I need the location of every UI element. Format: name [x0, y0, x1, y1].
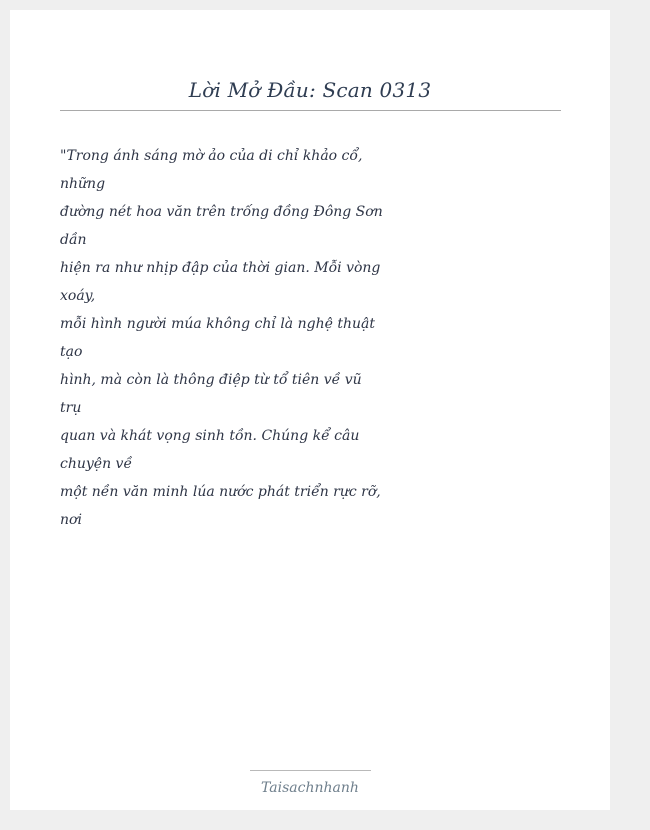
text-line: quan và khát vọng sinh tồn. Chúng kể câu [60, 428, 360, 444]
text-line: đường nét hoa văn trên trống đồng Đông Sơn [60, 204, 383, 220]
title-divider [60, 110, 561, 111]
text-line: tạo [60, 344, 83, 360]
document-page [10, 10, 610, 810]
body-text [60, 142, 383, 534]
text-line: xoáy, [60, 288, 96, 304]
text-line: hiện ra như nhịp đập của thời gian. Mỗi vòng [60, 260, 381, 276]
page-title: Lời Mở Đầu: Scan 0313 [188, 78, 432, 102]
footer-divider [250, 770, 371, 771]
text-line: dần [60, 232, 87, 248]
text-line: "Trong ánh sáng mờ ảo của di chỉ khảo cổ, [60, 148, 363, 164]
text-line: một nền văn minh lúa nước phát triển rực rỡ, [60, 484, 381, 500]
text-line: những [60, 176, 106, 192]
text-line: chuyện về [60, 456, 133, 472]
text-line: hình, mà còn là thông điệp từ tổ tiên về vũ [60, 372, 362, 388]
footer-watermark: Taisachnhanh [261, 780, 359, 796]
text-line: nơi [60, 512, 82, 528]
text-line: trụ [60, 400, 82, 416]
text-line: mỗi hình người múa không chỉ là nghệ thuật [60, 316, 375, 332]
